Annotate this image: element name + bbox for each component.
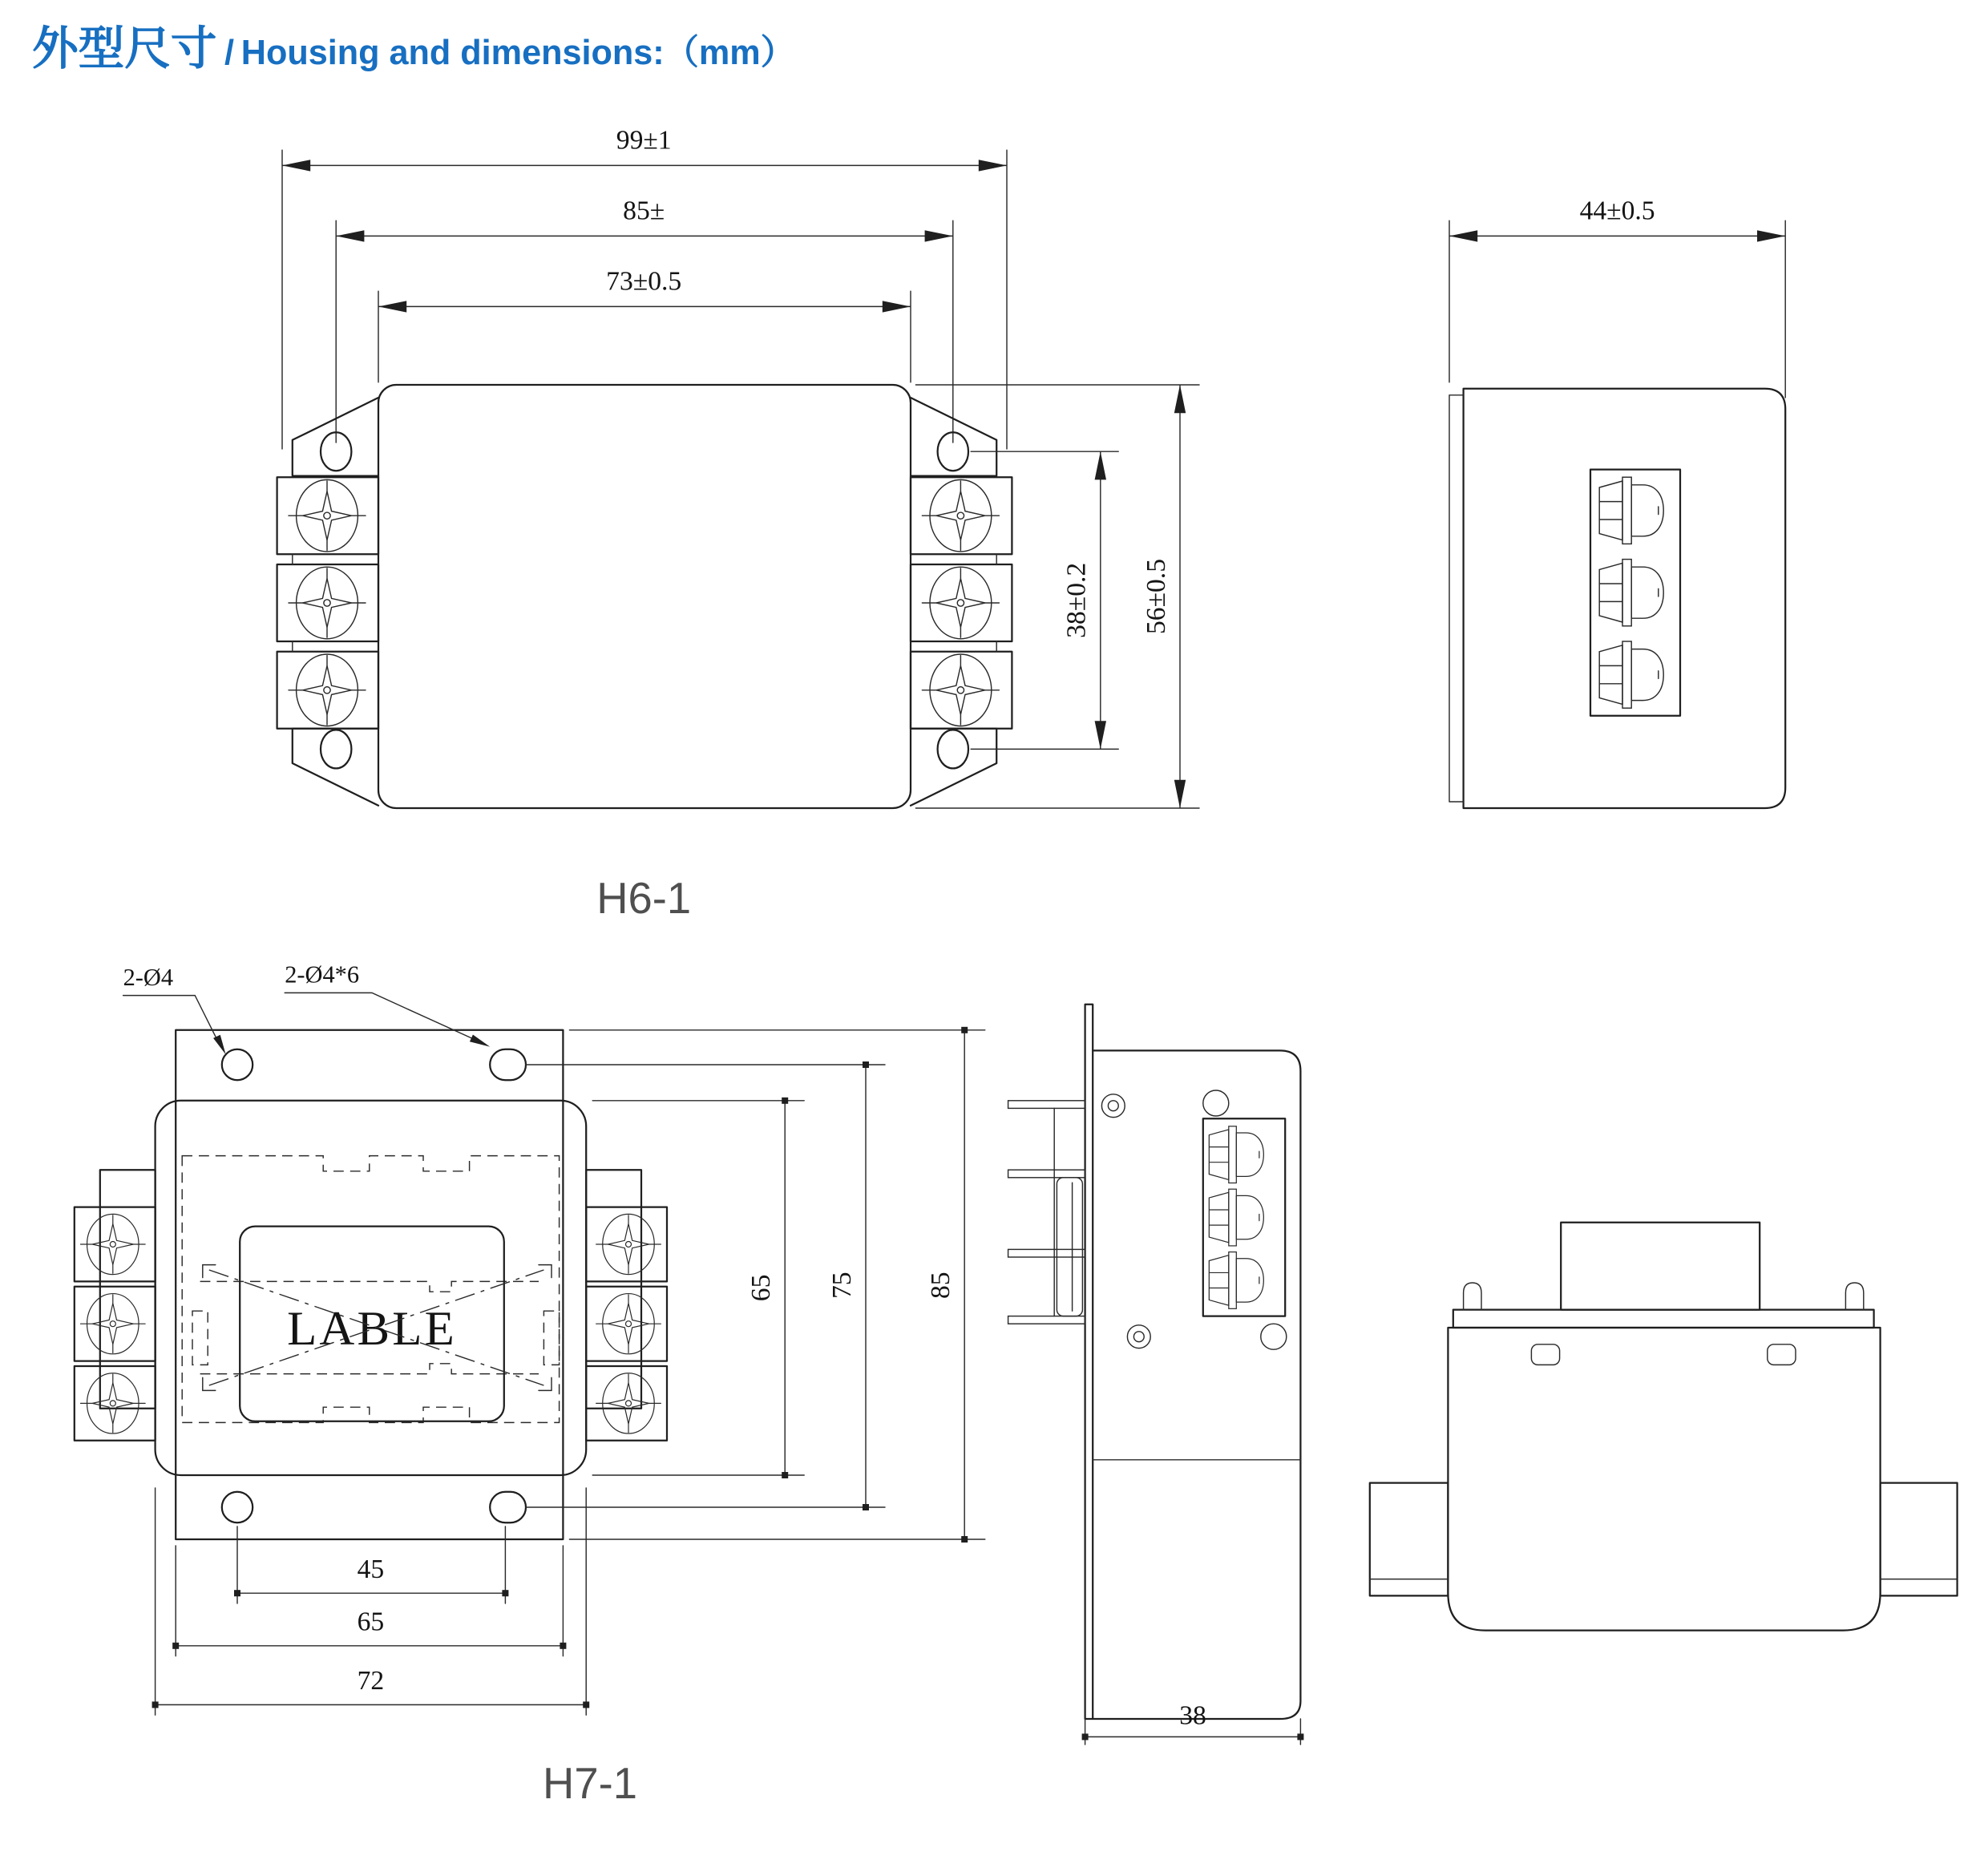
h6-right-terminal-block — [911, 398, 1012, 806]
h6-side-view — [1449, 196, 1785, 808]
page-title-sep: / — [224, 34, 234, 72]
h7-dim-plate-height: 85 — [926, 1272, 956, 1299]
h6-dim-body-width: 73±0.5 — [606, 266, 682, 297]
h7-callout-round-holes: 2-Ø4 — [123, 963, 174, 991]
h6-front-view — [277, 126, 1199, 808]
h7-dim-body-height: 65 — [746, 1274, 776, 1302]
page-title — [32, 23, 795, 75]
h7-caption: H7-1 — [543, 1759, 637, 1809]
h7-right-terminal-block — [586, 1170, 667, 1441]
h7-bottom-view — [1370, 1223, 1958, 1631]
h7-dim-plate-width: 65 — [357, 1607, 385, 1637]
h6-dim-mount-pitch: 85± — [623, 196, 665, 226]
page-title-zh: 外型尺寸 — [32, 23, 217, 75]
h7-dim-hole-pitch-h: 45 — [357, 1555, 385, 1584]
h7-label-text: LABLE — [287, 1301, 457, 1356]
h7-dim-body-width: 72 — [357, 1666, 385, 1696]
h6-dim-depth: 44±0.5 — [1579, 196, 1655, 226]
page-title-en: Housing and dimensions:（mm） — [240, 34, 795, 72]
h7-dim-depth: 38 — [1179, 1700, 1206, 1731]
h6-left-terminal-block — [277, 398, 378, 806]
h7-dim-hole-pitch-v: 75 — [826, 1272, 857, 1299]
h6-dim-hole-pitch-v: 38±0.2 — [1061, 562, 1092, 638]
h7-front-view — [75, 961, 985, 1716]
h7-side-view — [1008, 1005, 1304, 1745]
h7-callout-slot-holes: 2-Ø4*6 — [285, 960, 360, 989]
h7-left-terminal-block — [75, 1170, 156, 1441]
h6-caption: H6-1 — [596, 874, 692, 924]
h6-dim-body-height: 56±0.5 — [1141, 558, 1171, 635]
h6-dim-overall-width: 99±1 — [616, 125, 672, 156]
